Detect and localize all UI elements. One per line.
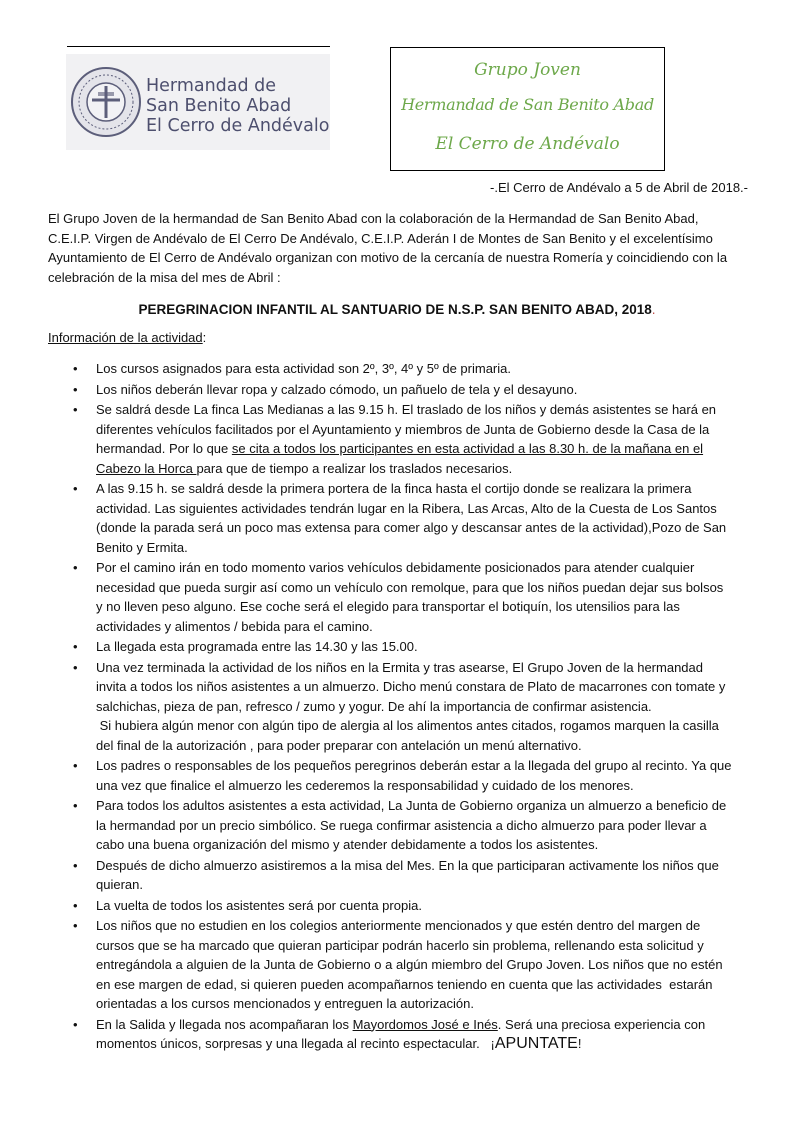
list-line: salchichas, pieza de pan, refresco / zumo y yogur. De ahí la importancia de confirmar asistencia. xyxy=(96,698,652,714)
intro-paragraph xyxy=(48,209,754,287)
list-item xyxy=(48,796,758,855)
list-line: en ese margen de edad, si quieren pueden acompañarnos teniendo en cuenta que las actividades estarán xyxy=(96,976,713,992)
list-line: • La vuelta de todos los asistentes será por cuenta propia. xyxy=(96,897,422,913)
list-line xyxy=(96,1034,758,1054)
list-line: y no lleven peso alguno. Ese coche será el elegido para transportar el botiquín, los utensilios para las xyxy=(96,599,680,614)
list-line: Si hubiera algún menor con algún tipo de alergia al los alimentos antes citados, rogamos marquen la casilla xyxy=(96,718,719,733)
list-text: hermandad. Por lo que xyxy=(96,441,232,456)
activity-list xyxy=(48,359,758,1054)
list-item xyxy=(48,359,758,379)
list-item xyxy=(48,658,758,756)
intro-line: Ayuntamiento de El Cerro de Andévalo organizan con motivo de la cercanía de nuestra Romería y coincidiendo con la xyxy=(48,250,728,265)
underlined-text: Mayordomos José e Inés xyxy=(352,1016,498,1032)
list-text: . Será una preciosa experiencia con xyxy=(497,1016,706,1032)
list-line: • Los niños deberán llevar ropa y calzado cómodo, un pañuelo de tela y el desayuno. xyxy=(96,381,578,397)
list-line: • Se saldrá desde La finca Las Medianas a las 9.15 h. El traslado de los niños y demás asistentes se hará en xyxy=(96,402,717,417)
list-line: invita a todos los niños asistentes a un almuerzo. Dicho menú constara de Plato de macarrones con tomate y xyxy=(96,679,726,694)
list-item xyxy=(48,380,758,400)
list-line: cursos que se ha marcado que quieran participar podrán hacerlo sin problema, rellenando esta solicitud y xyxy=(96,937,704,953)
logo-line: El Cerro de Andévalo xyxy=(146,116,330,136)
header-rule xyxy=(67,46,330,47)
date-line: -.El Cerro de Andévalo a 5 de Abril de 2018.- xyxy=(490,180,748,195)
info-title xyxy=(48,330,206,345)
list-line xyxy=(96,1015,758,1035)
list-line: • Por el camino irán en todo momento varios vehículos debidamente posicionados para atender cualquier xyxy=(96,560,695,575)
list-item xyxy=(48,856,758,895)
list-line: entregándola a alguien de la Junta de Gobierno o a algún miembro del Grupo Joven. Los niños que no estén xyxy=(96,957,723,972)
list-line: del final de la autorización , para poder preparar con antelación un menú alternativo. xyxy=(96,737,582,753)
list-line: • A las 9.15 h. se saldrá desde la primera portera de la finca hasta el cortijo donde se realizara la primera xyxy=(96,481,692,496)
list-line: orientadas a los cursos mencionados y entreguen la autorización. xyxy=(96,996,474,1011)
apuntate-text: APUNTATE xyxy=(494,1035,578,1052)
list-line: cabo una buena organización del mismo y atender debidamente a todos los asistentes. xyxy=(96,837,599,852)
list-line: • Después de dicho almuerzo asistiremos a la misa del Mes. En la que participaran activamente los niños que xyxy=(96,857,719,873)
info-title-text: Información de la actividad xyxy=(48,330,203,345)
list-line: • La llegada esta programada entre las 14.30 y las 15.00. xyxy=(96,639,418,654)
document-heading xyxy=(0,302,794,317)
intro-line: C.E.I.P. Virgen de Andévalo de El Cerro De Andévalo, C.E.I.P. Aderán I de Montes de San Benito y el excelentísimo xyxy=(48,230,713,246)
list-line: • Los padres o responsables de los pequeños peregrinos deberán estar a la llegada del grupo al recinto. Ya que xyxy=(96,758,732,773)
list-item xyxy=(48,637,758,657)
list-text: ! xyxy=(577,1036,582,1051)
list-text: En la Salida y llegada nos acompañaran los xyxy=(96,1016,353,1032)
hermandad-seal-icon xyxy=(70,66,142,138)
intro-line: celebración de la misa del mes de Abril : xyxy=(48,269,281,285)
list-line xyxy=(96,459,758,479)
logo-line: San Benito Abad xyxy=(146,96,292,116)
list-line: Benito y Ermita. xyxy=(96,539,188,555)
heading-text: PEREGRINACION INFANTIL AL SANTUARIO DE N.S.P. SAN BENITO ABAD, 2018 xyxy=(138,302,652,317)
underlined-text: Cabezo la Horca xyxy=(96,460,197,476)
list-item xyxy=(48,558,758,636)
heading-dot: . xyxy=(651,302,656,317)
intro-line: El Grupo Joven de la hermandad de San Benito Abad con la colaboración de la Hermandad de San Benito Abad, xyxy=(48,211,699,226)
list-text: para que de tiempo a realizar los traslados necesarios. xyxy=(196,460,513,476)
list-item xyxy=(48,896,758,916)
list-item xyxy=(48,400,758,478)
list-text: momentos únicos, sorpresas y una llegada al recinto espectacular. ¡ xyxy=(96,1036,495,1051)
list-item xyxy=(48,756,758,795)
list-item xyxy=(48,1015,758,1054)
list-line: quieran. xyxy=(96,877,143,892)
grupo-joven-line: Grupo Joven xyxy=(474,60,581,80)
list-line: • Los niños que no estudien en los colegios anteriormente mencionados y que estén dentro del margen de xyxy=(96,918,701,933)
hermandad-logo xyxy=(66,54,330,150)
list-line: (donde la parada será un poco mas extensa para comer algo y descansar antes de la actividad),Pozo de San xyxy=(96,520,727,535)
list-line: actividad. Las siguientes actividades tendrán lugar en la Ribera, Las Arcas, Alto de la Cuesta de Los Santos xyxy=(96,500,717,516)
list-line: • Para todos los adultos asistentes a esta actividad, La Junta de Gobierno organiza un almuerzo a beneficio de xyxy=(96,798,727,813)
list-item xyxy=(48,479,758,557)
list-line: necesidad que pueda surgir así como un vehículo con remolque, para que los niños puedan dejar sus bolsos xyxy=(96,579,724,595)
underlined-text: se cita a todos los participantes en esta actividad a las 8.30 h. de la mañana en el xyxy=(231,441,704,456)
list-item xyxy=(48,916,758,1014)
list-line: una vez que finalice el almuerzo les cederemos la responsabilidad y cuidado de los menores. xyxy=(96,777,634,793)
info-title-colon: : xyxy=(202,330,207,345)
grupo-joven-line: Hermandad de San Benito Abad xyxy=(401,95,654,114)
list-line: • Los cursos asignados para esta actividad son 2º, 3º, 4º y 5º de primaria. xyxy=(96,361,511,376)
list-line: diferentes vehículos facilitados por el Ayuntamiento y miembros de Junta de Gobierno desde la Casa de la xyxy=(96,421,710,437)
logo-text xyxy=(146,76,329,136)
list-line xyxy=(96,439,758,459)
list-line: la hermandad por un precio simbólico. Se ruega confirmar asistencia a dicho almuerzo para poder llevar a xyxy=(96,817,707,833)
grupo-joven-box xyxy=(390,47,665,171)
list-line: actividades y alimentos / bebida para el camino. xyxy=(96,618,373,634)
list-line: • Una vez terminada la actividad de los niños en la Ermita y tras asearse, El Grupo Joven de la hermandad xyxy=(96,659,703,675)
logo-line: Hermandad de xyxy=(146,76,277,96)
grupo-joven-line: El Cerro de Andévalo xyxy=(435,134,620,154)
